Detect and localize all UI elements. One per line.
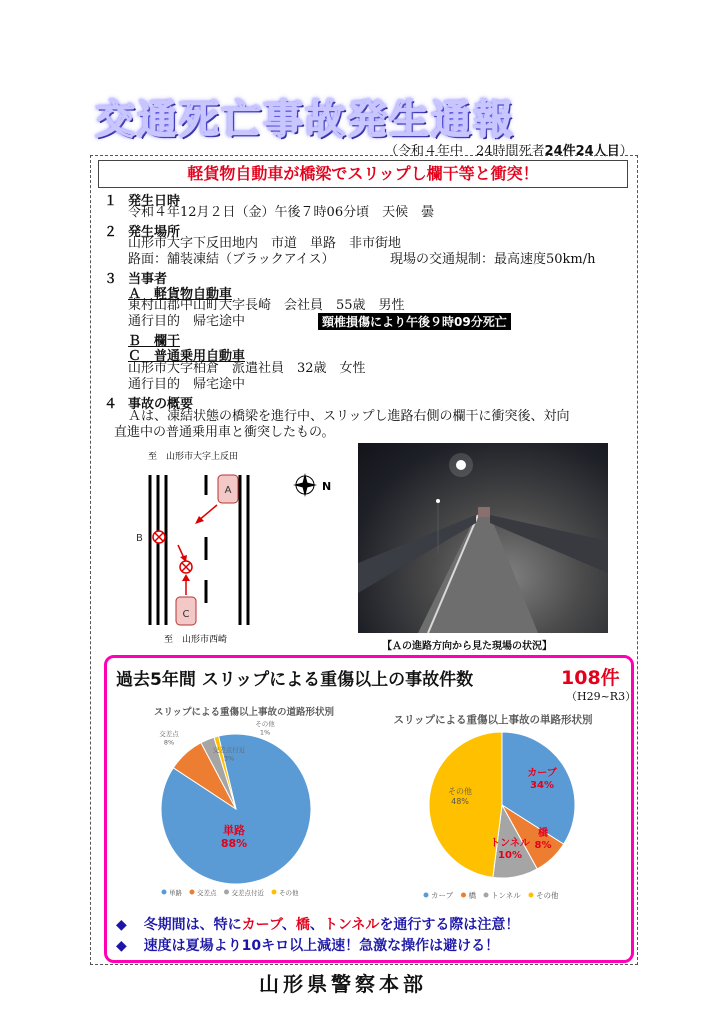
accident-diagram bbox=[100, 445, 350, 650]
car-c-label: C bbox=[182, 609, 190, 620]
photo-caption: 【Ａの進路方向から見た現場の状況】 bbox=[382, 641, 552, 652]
bullet-mark: ◆ bbox=[116, 938, 127, 954]
fatality-suffix: ） bbox=[619, 144, 633, 159]
section-3-number: ３ bbox=[104, 272, 118, 287]
issuer-footer: 山形県警察本部 bbox=[259, 972, 427, 996]
legend-entry: 交差点 bbox=[197, 889, 217, 897]
data-label-name: 単路 bbox=[223, 824, 245, 837]
section-2-heading: 発生場所 bbox=[128, 225, 181, 240]
legend-swatch bbox=[162, 890, 167, 895]
data-label-value: 48% bbox=[451, 797, 469, 806]
car-a-label: A bbox=[224, 485, 232, 496]
diagram-to-bottom: 至 山形市西崎 bbox=[164, 635, 228, 645]
party-a-purpose: 通行目的 帰宅途中 bbox=[128, 314, 246, 329]
bullet-1-pre: 冬期間は、特に bbox=[143, 917, 242, 933]
caution-bullet-1 bbox=[116, 914, 519, 934]
summary-line-1: Ａは、凍結状態の橋梁を進行中、スリップし進路右側の欄干に衝突後、対向 bbox=[128, 409, 570, 424]
data-label-name: その他 bbox=[448, 787, 472, 796]
legend-entry: トンネル bbox=[491, 891, 521, 900]
party-a-death-note: 頸椎損傷により午後９時09分死亡 bbox=[318, 313, 511, 330]
diagram-to-top: 至 山形市大字上反田 bbox=[148, 452, 239, 462]
data-label-value: 10% bbox=[498, 850, 522, 861]
party-c-label: Ｃ 普通乗用自動車 bbox=[128, 349, 246, 364]
chart-title: スリップによる重傷以上事故の単路形状別 bbox=[393, 714, 593, 726]
bullet-1-post: を通行する際は注意！ bbox=[379, 917, 520, 933]
location-line: 山形市大字下反田地内 市道 単路 非市街地 bbox=[128, 236, 402, 251]
legend-swatch bbox=[529, 893, 534, 898]
bullet-2-text: 速度は夏場より10キロ以上減速！急激な操作は避ける！ bbox=[143, 938, 500, 954]
party-c-details: 山形市大字柏倉 派遣社員 32歳 女性 bbox=[128, 361, 366, 376]
data-label-value: 3% bbox=[223, 754, 235, 763]
legend-swatch bbox=[224, 890, 229, 895]
data-label-value: 1% bbox=[259, 728, 271, 737]
data-label-name: 交差点 bbox=[159, 730, 179, 738]
bullet-mark: ◆ bbox=[116, 917, 127, 933]
section-1-heading: 発生日時 bbox=[128, 194, 181, 209]
speed-limit: 現場の交通規制：最高速度50km/h bbox=[390, 252, 596, 267]
section-4-number: ４ bbox=[104, 397, 118, 412]
statistics-title: 過去5年間 スリップによる重傷以上の事故件数 bbox=[116, 670, 474, 690]
legend-entry: 交差点付近 bbox=[231, 889, 264, 897]
bullet-1-curve: カーブ bbox=[241, 917, 282, 933]
legend-entry: その他 bbox=[536, 891, 559, 900]
bulletin-title: 交通死亡事故発生通報 bbox=[95, 97, 515, 143]
summary-line-2: 直進中の普通乗用車と衝突したもの。 bbox=[114, 425, 335, 440]
section-2-number: ２ bbox=[104, 225, 118, 240]
data-label-name: 交差点付近 bbox=[212, 746, 246, 754]
legend-swatch bbox=[190, 890, 195, 895]
distant-light bbox=[436, 499, 440, 503]
bullet-1-sep1: 、 bbox=[281, 917, 296, 933]
compass-icon bbox=[293, 473, 317, 497]
legend-swatch bbox=[461, 893, 466, 898]
party-a-details: 東村山郡中山町大字長崎 会社員 55歳 男性 bbox=[128, 298, 405, 313]
occurrence-datetime: 令和４年12月２日（金）午後７時06分頃 天候 曇 bbox=[128, 205, 435, 220]
data-label-name: 橋 bbox=[538, 828, 548, 839]
bullet-1-sep2: 、 bbox=[309, 917, 324, 933]
bullet-1-bridge: 橋 bbox=[295, 917, 310, 933]
vehicle-ahead bbox=[478, 507, 490, 517]
section-1-number: １ bbox=[104, 194, 118, 209]
legend-entry: その他 bbox=[279, 889, 299, 897]
legend-entry: カーブ bbox=[431, 891, 454, 900]
legend-swatch bbox=[424, 893, 429, 898]
party-c-purpose: 通行目的 帰宅途中 bbox=[128, 377, 246, 392]
section-4-heading: 事故の概要 bbox=[128, 397, 194, 412]
car-c-arrowhead bbox=[182, 574, 190, 581]
chart-title: スリップによる重傷以上事故の道路形状別 bbox=[153, 707, 335, 718]
data-label-name: カーブ bbox=[527, 768, 557, 779]
north-label: N bbox=[322, 480, 332, 493]
data-label-name: トンネル bbox=[490, 838, 530, 849]
caution-bullet-2 bbox=[116, 935, 499, 955]
fatality-count: 24件24人目 bbox=[544, 144, 620, 159]
data-label-value: 8% bbox=[534, 840, 552, 851]
legend-entry: 単路 bbox=[169, 889, 182, 897]
bullet-1-tunnel: トンネル bbox=[323, 917, 380, 933]
data-label-value: 8% bbox=[163, 738, 175, 747]
pie-chart-single-road bbox=[366, 708, 620, 903]
legend-swatch bbox=[272, 890, 277, 895]
party-b-label: Ｂ 欄干 bbox=[128, 334, 181, 349]
street-light-glow bbox=[449, 453, 473, 477]
accident-headline: 軽貨物自動車が橋梁でスリップし欄干等と衝突！ bbox=[98, 160, 628, 188]
legend-entry: 橋 bbox=[468, 891, 476, 900]
road-surface: 路面：舗装凍結（ブラックアイス） bbox=[128, 252, 335, 267]
fatality-prefix: （令和４年中 24時間死者 bbox=[385, 144, 545, 159]
data-label-value: 88% bbox=[220, 837, 248, 850]
scene-photo bbox=[358, 443, 608, 633]
section-3-heading: 当事者 bbox=[128, 272, 168, 287]
pie-chart-road-shape bbox=[124, 700, 362, 900]
party-a-label: Ａ 軽貨物自動車 bbox=[128, 287, 233, 302]
car-a-path-2 bbox=[178, 545, 184, 558]
statistics-count: 108件 bbox=[561, 667, 620, 689]
data-label-value: 34% bbox=[530, 780, 554, 791]
statistics-period: （H29~R3） bbox=[566, 690, 637, 703]
label-b: B bbox=[136, 533, 143, 544]
legend-swatch bbox=[484, 893, 489, 898]
data-label-name: その他 bbox=[255, 720, 275, 728]
night-road-image bbox=[358, 443, 608, 633]
